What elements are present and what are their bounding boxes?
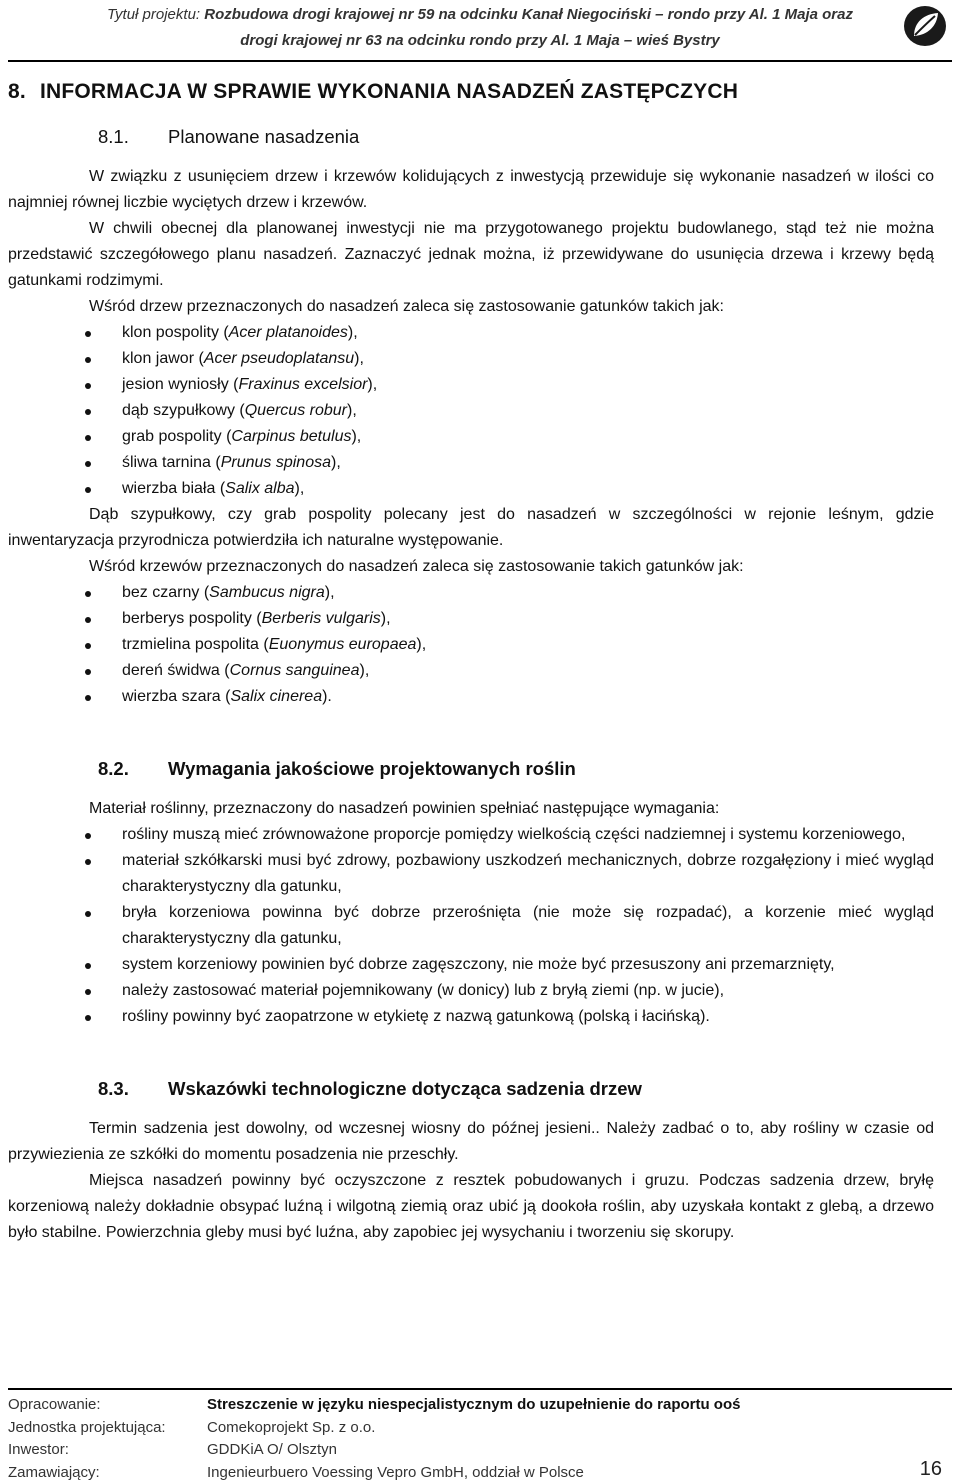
list-item: berberys pospolity (Berberis vulgaris), (8, 606, 934, 632)
list-item: jesion wyniosły (Fraxinus excelsior), (8, 372, 934, 398)
page-header (0, 0, 960, 58)
paragraph: Materiał roślinny, przeznaczony do nasadzeń powinien spełniać następujące wymagania: (8, 796, 934, 822)
list-item: bez czarny (Sambucus nigra), (8, 580, 934, 606)
subsection-heading-8-2: 8.2. Wymagania jakościowe projektowanych roślin (8, 756, 934, 782)
paragraph: Dąb szypułkowy, czy grab pospolity polecany jest do nasadzeń w szczególności w rejonie leśnym, gdzie inwentaryzacja przyrodnicza potwierdziła ich naturalne występowanie. (8, 502, 934, 554)
header-divider (8, 60, 952, 62)
tree-species-list (8, 320, 934, 502)
paragraph: Termin sadzenia jest dowolny, od wczesnej wiosny do późnej jesieni.. Należy zadbać o to, aby rośliny w czasie od przywiezienia ze szkółki do momentu posadzenia nie przeschły. (8, 1116, 934, 1168)
list-item: klon pospolity (Acer platanoides), (8, 320, 934, 346)
list-item: rośliny muszą mieć zrównoważone proporcje pomiędzy wielkością części nadziemnej i systemu korzeniowego, (8, 822, 934, 848)
paragraph: Wśród krzewów przeznaczonych do nasadzeń zaleca się zastosowanie takich gatunków jak: (8, 554, 934, 580)
paragraph: Wśród drzew przeznaczonych do nasadzeń zaleca się zastosowanie gatunków takich jak: (8, 294, 934, 320)
footer-row: Zamawiający: Ingenieurbuero Voessing Vepro GmbH, oddział w Polsce (8, 1462, 952, 1484)
project-title-line-1: Tytuł projektu: Rozbudowa drogi krajowej nr 59 na odcinku Kanał Niegociński – rondo przy Al. 1 Maja oraz (60, 6, 900, 23)
list-item: rośliny powinny być zaopatrzone w etykietę z nazwą gatunkową (polską i łacińską). (8, 1004, 934, 1030)
footer-row: Opracowanie: Streszczenie w języku niespecjalistycznym do uzupełnienie do raportu ooś (8, 1394, 952, 1417)
list-item: wierzba szara (Salix cinerea). (8, 684, 934, 710)
list-item: system korzeniowy powinien być dobrze zagęszczony, nie może być przesuszony ani przemarznięty, (8, 952, 934, 978)
list-item: trzmielina pospolita (Euonymus europaea), (8, 632, 934, 658)
list-item: grab pospolity (Carpinus betulus), (8, 424, 934, 450)
list-item: materiał szkółkarski musi być zdrowy, pozbawiony uszkodzeń mechanicznych, dobrze rozgałęziony i mieć wygląd charakterystyczny dla gatunku, (8, 848, 934, 900)
shrub-species-list (8, 580, 934, 710)
list-item: dąb szypułkowy (Quercus robur), (8, 398, 934, 424)
paragraph: W związku z usunięciem drzew i krzewów kolidujących z inwestycją przewiduje się wykonanie nasadzeń w ilości co najmniej równej liczbie wyciętych drzew i krzewów. (8, 164, 934, 216)
subsection-heading-8-3: 8.3. Wskazówki technologiczne dotycząca sadzenia drzew (8, 1076, 934, 1102)
requirements-list (8, 822, 934, 1030)
page-number: 16 (920, 1458, 942, 1481)
subsection-heading-8-1: 8.1. Planowane nasadzenia (8, 124, 934, 150)
list-item: wierzba biała (Salix alba), (8, 476, 934, 502)
section-heading: 8. INFORMACJA W SPRAWIE WYKONANIA NASADZEŃ ZASTĘPCZYCH (8, 78, 934, 106)
list-item: klon jawor (Acer pseudoplatansu), (8, 346, 934, 372)
list-item: śliwa tarnina (Prunus spinosa), (8, 450, 934, 476)
paragraph: W chwili obecnej dla planowanej inwestycji nie ma przygotowanego projektu budowlanego, stąd też nie można przedstawić szczegółowego planu nasadzeń. Zaznaczyć jednak można, iż przewidywane do usunięcia drzewa i krzewy będą gatunkami rodzimymi. (8, 216, 934, 294)
document-body (8, 78, 934, 1246)
footer-divider (8, 1388, 952, 1390)
leaf-logo-icon (902, 4, 948, 48)
page-footer (8, 1388, 952, 1484)
list-item: dereń świdwa (Cornus sanguinea), (8, 658, 934, 684)
footer-row: Inwestor: GDDKiA O/ Olsztyn (8, 1439, 952, 1462)
list-item: bryła korzeniowa powinna być dobrze przerośnięta (nie może się rozpadać), a korzenie mieć wygląd charakterystyczny dla gatunku, (8, 900, 934, 952)
list-item: należy zastosować materiał pojemnikowany (w donicy) lub z bryłą ziemi (np. w jucie), (8, 978, 934, 1004)
project-title-line-2: drogi krajowej nr 63 na odcinku rondo przy Al. 1 Maja – wieś Bystry (60, 32, 900, 49)
footer-row: Jednostka projektująca: Comekoprojekt Sp. z o.o. (8, 1417, 952, 1440)
paragraph: Miejsca nasadzeń powinny być oczyszczone z resztek pobudowanych i gruzu. Podczas sadzenia drzew, bryłę korzeniową należy dokładnie obsypać luźną i wilgotną ziemią oraz ubić ją dookoła roślin, aby uzyskała kontakt z glebą, a drzewo było stabilne. Powierzchnia gleby musi być luźna, aby zapobiec jej wysychaniu i tworzeniu się skorupy. (8, 1168, 934, 1246)
